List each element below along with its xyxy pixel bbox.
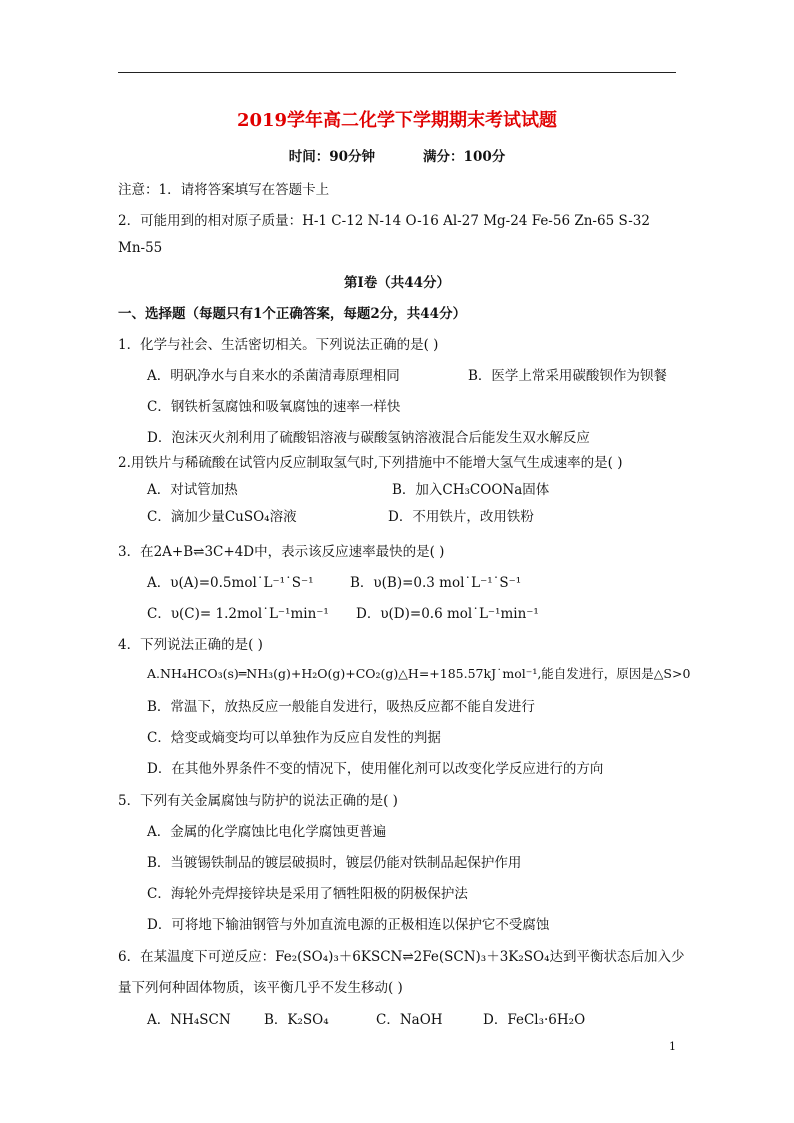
- exam-meta: [0, 145, 794, 165]
- question-3-option-a: A．υ(A)=0.5mol˙L⁻¹˙S⁻¹: [147, 575, 314, 591]
- question-4-option-d: D．在其他外界条件不变的情况下，使用催化剂可以改变化学反应进行的方向: [147, 761, 604, 777]
- question-6-option-a: A．NH₄SCN: [147, 1012, 231, 1028]
- header-rule: [118, 72, 676, 73]
- question-2-option-a: A．对试管加热: [147, 482, 238, 498]
- question-5-option-d: D．可将地下输油钢管与外加直流电源的正极相连以保护它不受腐蚀: [147, 917, 550, 933]
- question-6-option-b: B．K₂SO₄: [264, 1012, 329, 1028]
- question-1-option-a: A．明矾净水与自来水的杀菌清毒原理相同: [147, 368, 400, 384]
- question-4-stem: 4．下列说法正确的是( ): [118, 637, 263, 653]
- question-6-stem-line-1: 6．在某温度下可逆反应：Fe₂(SO₄)₃＋6KSCN⇌2Fe(SCN)₃＋3K₂SO₄达到平衡状态后加入少: [118, 949, 685, 965]
- page-title: 2019学年高二化学下学期期末考试试题: [236, 110, 558, 131]
- question-1-option-c: C．钢铁析氢腐蚀和吸氧腐蚀的速率一样快: [147, 399, 401, 415]
- note-3: Mn-55: [118, 240, 163, 256]
- exam-score: 满分：100分: [423, 149, 506, 165]
- question-2-option-c: C．滴加少量CuSO₄溶液: [147, 509, 297, 525]
- note-1: 注意：1．请将答案填写在答题卡上: [118, 182, 330, 198]
- question-6-option-d: D．FeCl₃·6H₂O: [483, 1012, 586, 1028]
- part-heading: 一、选择题（每题只有1个正确答案，每题2分，共44分）: [118, 306, 467, 322]
- volume-heading: 第Ⅰ卷（共44分）: [343, 275, 451, 291]
- question-2-option-d: D．不用铁片，改用铁粉: [388, 509, 534, 525]
- question-6-option-c: C．NaOH: [376, 1012, 443, 1028]
- question-2-option-b: B．加入CH₃COONa固体: [392, 482, 550, 498]
- question-1-option-d: D．泡沫灭火剂利用了硫酸铝溶液与碳酸氢钠溶液混合后能发生双水解反应: [147, 430, 590, 446]
- question-5-stem: 5．下列有关金属腐蚀与防护的说法正确的是( ): [118, 793, 398, 809]
- question-4-option-c: C．焓变或熵变均可以单独作为反应自发性的判据: [147, 730, 441, 746]
- question-5-option-c: C．海轮外壳焊接锌块是采用了牺牲阳极的阴极保护法: [147, 886, 468, 902]
- exam-time: 时间：90分钟: [288, 149, 376, 165]
- question-3-stem: 3．在2A+B⇌3C+4D中，表示该反应速率最快的是( ): [118, 544, 445, 560]
- question-1-option-b: B．医学上常采用碳酸钡作为钡餐: [468, 368, 667, 384]
- question-5-option-a: A．金属的化学腐蚀比电化学腐蚀更普遍: [147, 824, 387, 840]
- question-3-option-d: D．υ(D)=0.6 mol˙L⁻¹min⁻¹: [356, 606, 539, 622]
- question-6-stem-line-2: 量下列何种固体物质，该平衡几乎不发生移动( ): [118, 980, 403, 996]
- question-5-option-b: B．当镀锡铁制品的镀层破损时，镀层仍能对铁制品起保护作用: [147, 855, 522, 871]
- note-2: 2．可能用到的相对原子质量：H-1 C-12 N-14 O-16 Al-27 Mg-24 Fe-56 Zn-65 S-32: [118, 213, 650, 229]
- question-1-stem: 1．化学与社会、生活密切相关。下列说法正确的是( ): [118, 337, 439, 353]
- question-2-stem: 2.用铁片与稀硫酸在试管内反应制取氢气时,下列措施中不能增大氢气生成速率的是( ): [118, 455, 623, 471]
- question-4-option-b: B．常温下，放热反应一般能自发进行，吸热反应都不能自发进行: [147, 699, 535, 715]
- question-3-option-b: B．υ(B)=0.3 mol˙L⁻¹˙S⁻¹: [350, 575, 522, 591]
- question-3-option-c: C．υ(C)= 1.2mol˙L⁻¹min⁻¹: [147, 606, 329, 622]
- page-number: 1: [669, 1040, 676, 1053]
- question-4-option-a: A.NH₄HCO₃(s)═NH₃(g)+H₂O(g)+CO₂(g)△H=+185.57kJ˙mol⁻¹,能自发进行，原因是△S>0: [147, 666, 691, 681]
